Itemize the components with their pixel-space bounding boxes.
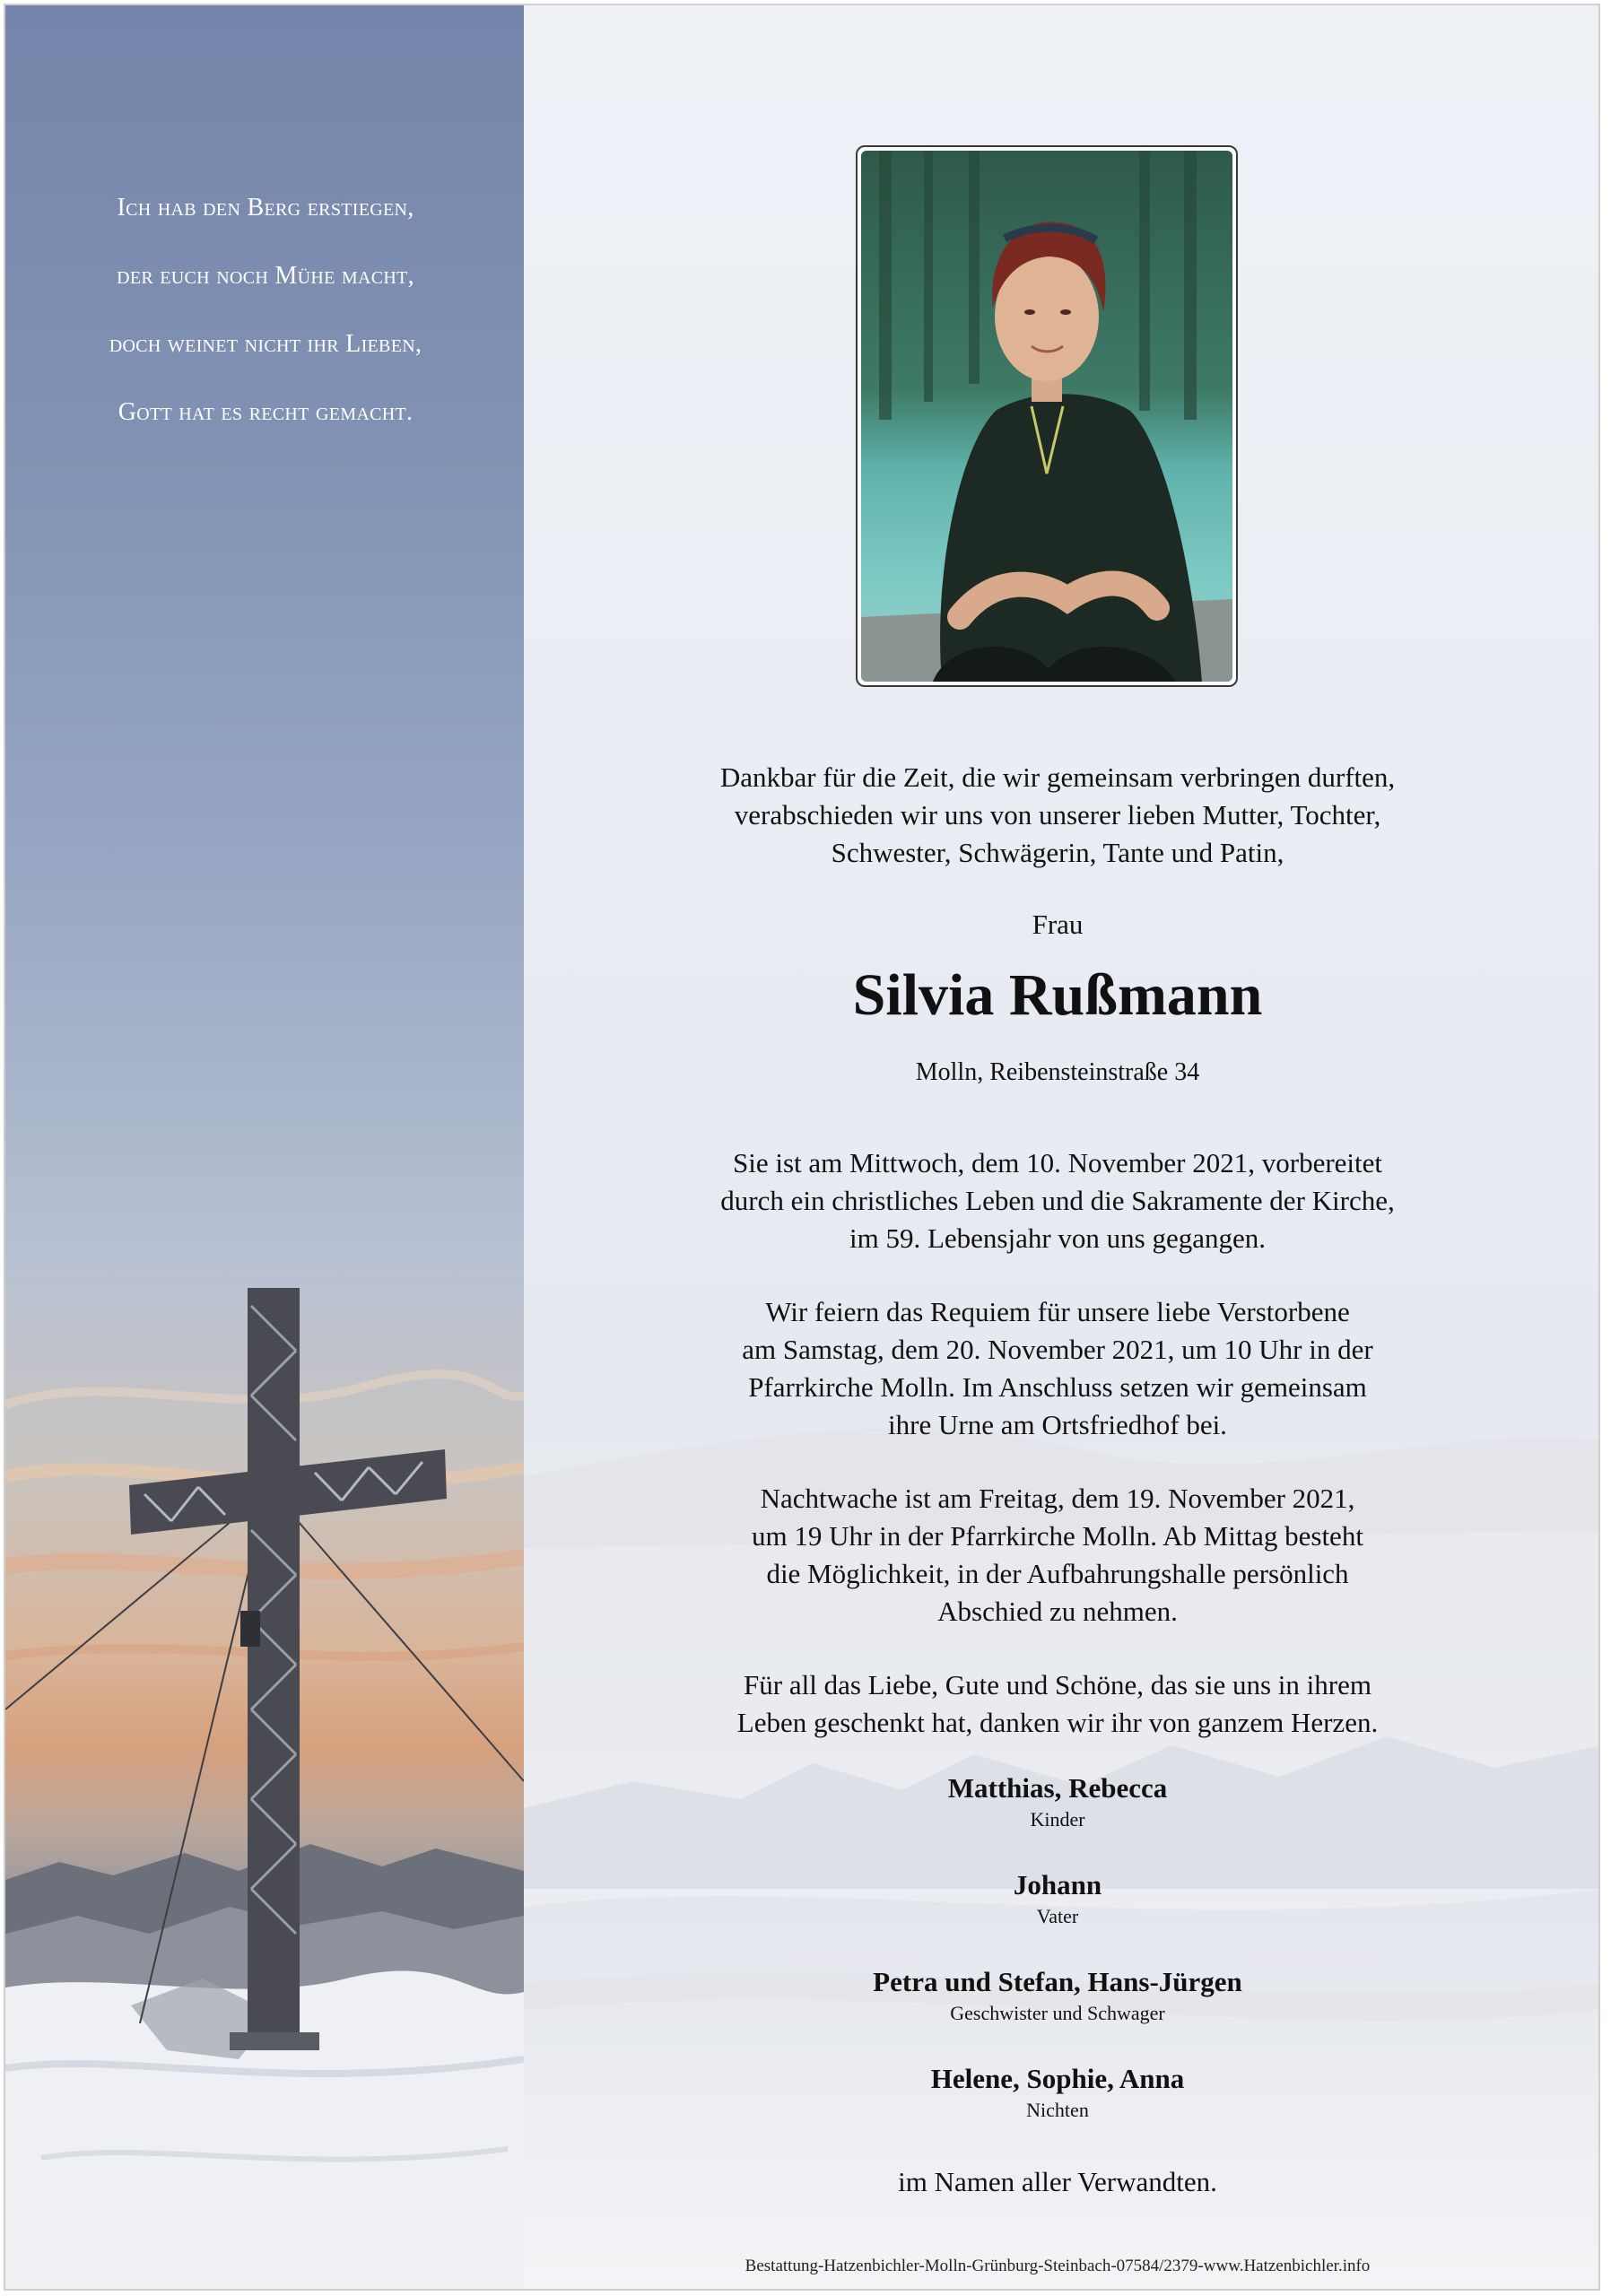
relative-names: Petra und Stefan, Hans-Jürgen	[873, 1966, 1242, 1997]
relative-group	[524, 1964, 1591, 2027]
thanks-text	[524, 1666, 1591, 1742]
vigil-line: Nachtwache ist am Freitag, dem 19. November 2021,	[760, 1483, 1355, 1514]
vigil-notice	[524, 1480, 1591, 1631]
requiem-line: am Samstag, dem 20. November 2021, um 10 Uhr in der	[742, 1334, 1373, 1365]
relative-role: Nichten	[1026, 2099, 1089, 2121]
deceased-name: Silvia Rußmann	[852, 962, 1263, 1028]
requiem-line: Wir feiern das Requiem für unsere liebe Verstorbene	[765, 1296, 1350, 1327]
portrait-photo-frame	[856, 145, 1238, 687]
relative-role: Kinder	[1030, 1808, 1085, 1831]
death-notice-line: im 59. Lebensjahr von uns gegangen.	[849, 1222, 1267, 1254]
summit-cross-panel	[5, 5, 524, 2291]
relative-group	[524, 1867, 1591, 1930]
relative-names: Matthias, Rebecca	[947, 1772, 1168, 1804]
death-notice-line: Sie ist am Mittwoch, dem 10. November 2021, vorbereitet	[732, 1147, 1383, 1178]
verse	[41, 174, 490, 447]
obituary-page	[4, 4, 1600, 2291]
requiem-notice	[524, 1293, 1591, 1444]
relative-group	[524, 2061, 1591, 2124]
intro-line: Schwester, Schwägerin, Tante und Patin,	[831, 837, 1284, 868]
vigil-line: die Möglichkeit, in der Aufbahrungshalle persönlich	[766, 1558, 1349, 1589]
verse-line: der euch noch Mühe macht,	[117, 262, 414, 290]
address: Molln, Reibensteinstraße 34	[915, 1058, 1200, 1086]
relative-role: Vater	[1036, 1905, 1079, 1927]
thanks-line: Für all das Liebe, Gute und Schöne, das sie uns in ihrem	[744, 1669, 1372, 1700]
death-notice-line: durch ein christliches Leben und die Sakramente der Kirche,	[720, 1185, 1395, 1216]
death-notice	[524, 1144, 1591, 1257]
thanks-line: Leben geschenkt hat, danken wir ihr von ganzem Herzen.	[736, 1707, 1379, 1738]
intro-line: Dankbar für die Zeit, die wir gemeinsam verbringen durften,	[719, 761, 1396, 793]
verse-line: Ich hab den Berg erstiegen,	[117, 194, 414, 222]
portrait-photo	[861, 151, 1232, 682]
verse-line: Gott hat es recht gemacht.	[118, 398, 414, 426]
relative-names: Helene, Sophie, Anna	[930, 2063, 1185, 2094]
intro-text	[524, 759, 1591, 872]
intro-line: verabschieden wir uns von unserer lieben Mutter, Tochter,	[734, 799, 1381, 831]
relative-role: Geschwister und Schwager	[950, 2002, 1165, 2024]
salutation: Frau	[1032, 909, 1084, 940]
requiem-line: ihre Urne am Ortsfriedhof bei.	[888, 1409, 1227, 1440]
relative-names: Johann	[1013, 1869, 1102, 1900]
requiem-line: Pfarrkirche Molln. Im Anschluss setzen wir gemeinsam	[748, 1371, 1367, 1403]
relative-group	[524, 1770, 1591, 1833]
vigil-line: Abschied zu nehmen.	[937, 1596, 1178, 1627]
closing-line: im Namen aller Verwandten.	[898, 2166, 1217, 2197]
vigil-line: um 19 Uhr in der Pfarrkirche Molln. Ab Mittag besteht	[752, 1520, 1363, 1552]
undertaker-footer: Bestattung-Hatzenbichler-Molln-Grünburg-Steinbach-07584/2379-www.Hatzenbichler.info	[745, 2257, 1371, 2275]
verse-line: doch weinet nicht ihr Lieben,	[109, 330, 422, 358]
